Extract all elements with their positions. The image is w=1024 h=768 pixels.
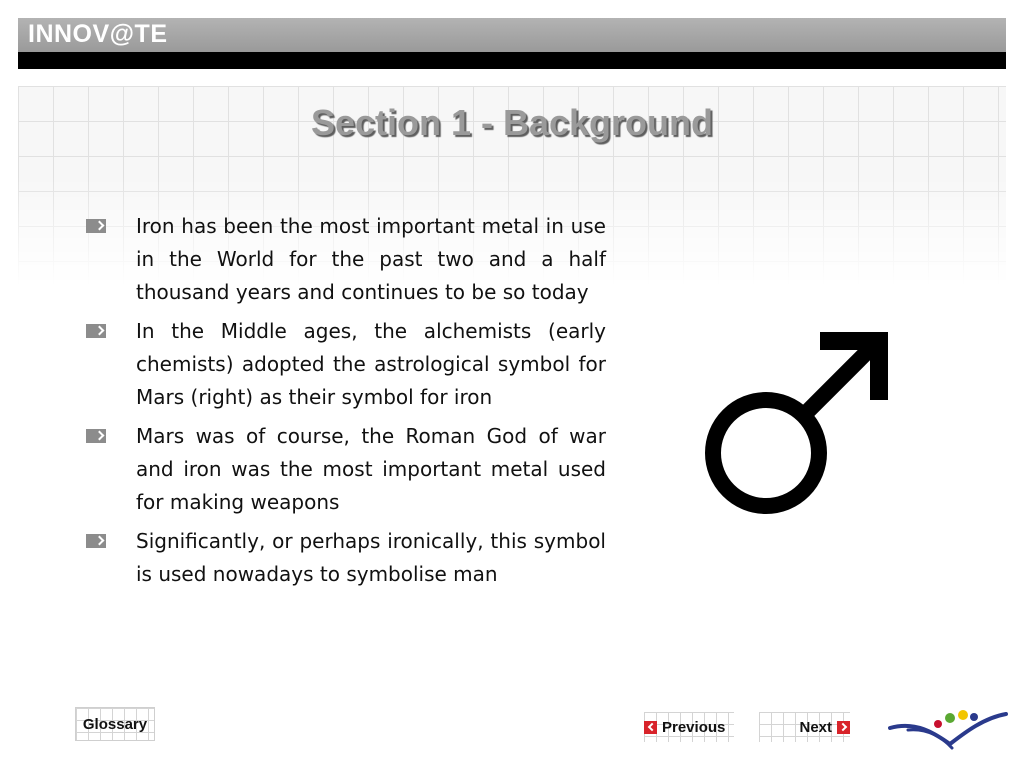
bullet-arrow-icon xyxy=(86,429,106,443)
bullet-item xyxy=(86,420,606,519)
bullet-arrow-icon xyxy=(86,324,106,338)
previous-button[interactable] xyxy=(644,712,734,742)
bullet-list xyxy=(86,210,606,597)
bullet-item xyxy=(86,315,606,414)
bullet-item xyxy=(86,210,606,309)
header-divider xyxy=(18,52,1006,69)
next-label: Next xyxy=(799,718,832,736)
bullet-text: Significantly, or perhaps ironically, this symbol is used nowadays to symbolise man xyxy=(136,529,606,586)
glossary-button[interactable] xyxy=(76,708,154,740)
mars-symbol-icon xyxy=(698,330,890,522)
bullet-arrow-icon xyxy=(86,534,106,548)
glossary-label: Glossary xyxy=(82,715,148,733)
brand-logo-text: INNOV@TE xyxy=(28,20,168,48)
previous-label: Previous xyxy=(662,718,726,736)
arrow-left-icon xyxy=(644,721,657,734)
bullet-text: In the Middle ages, the alchemists (early chemists) adopted the astrological symbol for Mars (right) as their symbol for iron xyxy=(136,319,606,409)
arrow-right-icon xyxy=(837,721,850,734)
bullet-text: Mars was of course, the Roman God of war and iron was the most important metal used for making weapons xyxy=(136,424,606,514)
bullet-item xyxy=(86,525,606,591)
bullet-text: Iron has been the most important metal in use in the World for the past two and a half thousand years and continues to be so today xyxy=(136,214,606,304)
page-title: Section 1 - Background xyxy=(310,102,714,143)
next-button[interactable] xyxy=(759,712,850,742)
bullet-arrow-icon xyxy=(86,219,106,233)
partner-logo-icon xyxy=(888,706,1008,752)
